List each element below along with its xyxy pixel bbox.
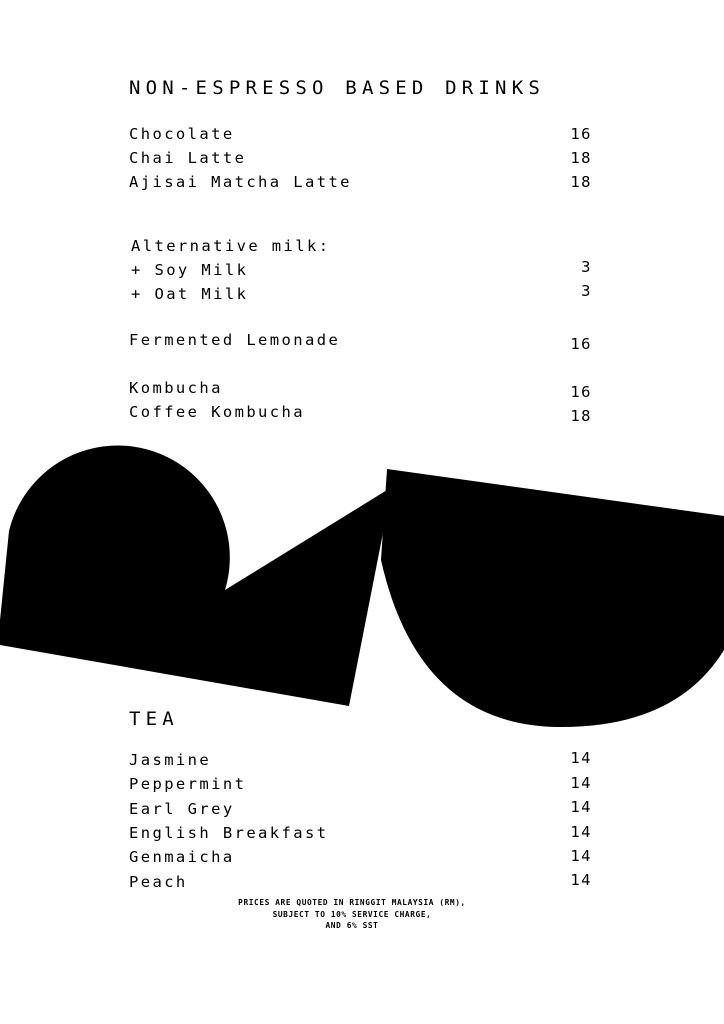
menu-item-price: 14 [570, 823, 592, 841]
menu-item-price: 18 [570, 407, 592, 425]
menu-item-name: Peach [129, 873, 188, 891]
menu-item-price: 16 [570, 383, 592, 401]
menu-item-price: 18 [570, 149, 592, 167]
menu-item-name: Genmaicha [129, 848, 235, 866]
menu-item-name: + Soy Milk [131, 261, 249, 279]
left-geometric-shape [0, 445, 392, 706]
menu-item-price: 14 [570, 798, 592, 816]
menu-item-name: Coffee Kombucha [129, 403, 305, 421]
menu-item-name: Chocolate [129, 125, 235, 143]
price-disclaimer [202, 897, 502, 932]
section-title-non-espresso: NON-ESPRESSO BASED DRINKS [129, 77, 545, 99]
menu-item-name: Jasmine [129, 751, 212, 769]
section-title-tea: TEA [129, 708, 179, 730]
menu-item-name: Ajisai Matcha Latte [129, 173, 352, 191]
menu-item-name: Kombucha [129, 379, 223, 397]
menu-item-name: Chai Latte [129, 149, 247, 167]
alt-milk-label: Alternative milk: [131, 237, 331, 255]
right-geometric-shape [381, 469, 724, 727]
menu-item-price: 14 [570, 847, 592, 865]
menu-item-name: Peppermint [129, 775, 247, 793]
disclaimer-line: AND 6% SST [325, 921, 379, 930]
menu-item-name: Fermented Lemonade [129, 331, 341, 349]
disclaimer-line: PRICES ARE QUOTED IN RINGGIT MALAYSIA (RM), [238, 898, 466, 907]
menu-item-name: English Breakfast [129, 824, 329, 842]
menu-item-price: 16 [570, 335, 592, 353]
menu-item-price: 3 [581, 282, 592, 300]
menu-item-price: 16 [570, 125, 592, 143]
menu-item-name: Earl Grey [129, 800, 235, 818]
menu-item-price: 3 [581, 258, 592, 276]
menu-item-price: 14 [570, 871, 592, 889]
menu-item-name: + Oat Milk [131, 285, 249, 303]
disclaimer-line: SUBJECT TO 10% SERVICE CHARGE, [272, 909, 432, 919]
menu-item-price: 14 [570, 774, 592, 792]
menu-item-price: 18 [570, 173, 592, 191]
menu-item-price: 14 [570, 749, 592, 767]
